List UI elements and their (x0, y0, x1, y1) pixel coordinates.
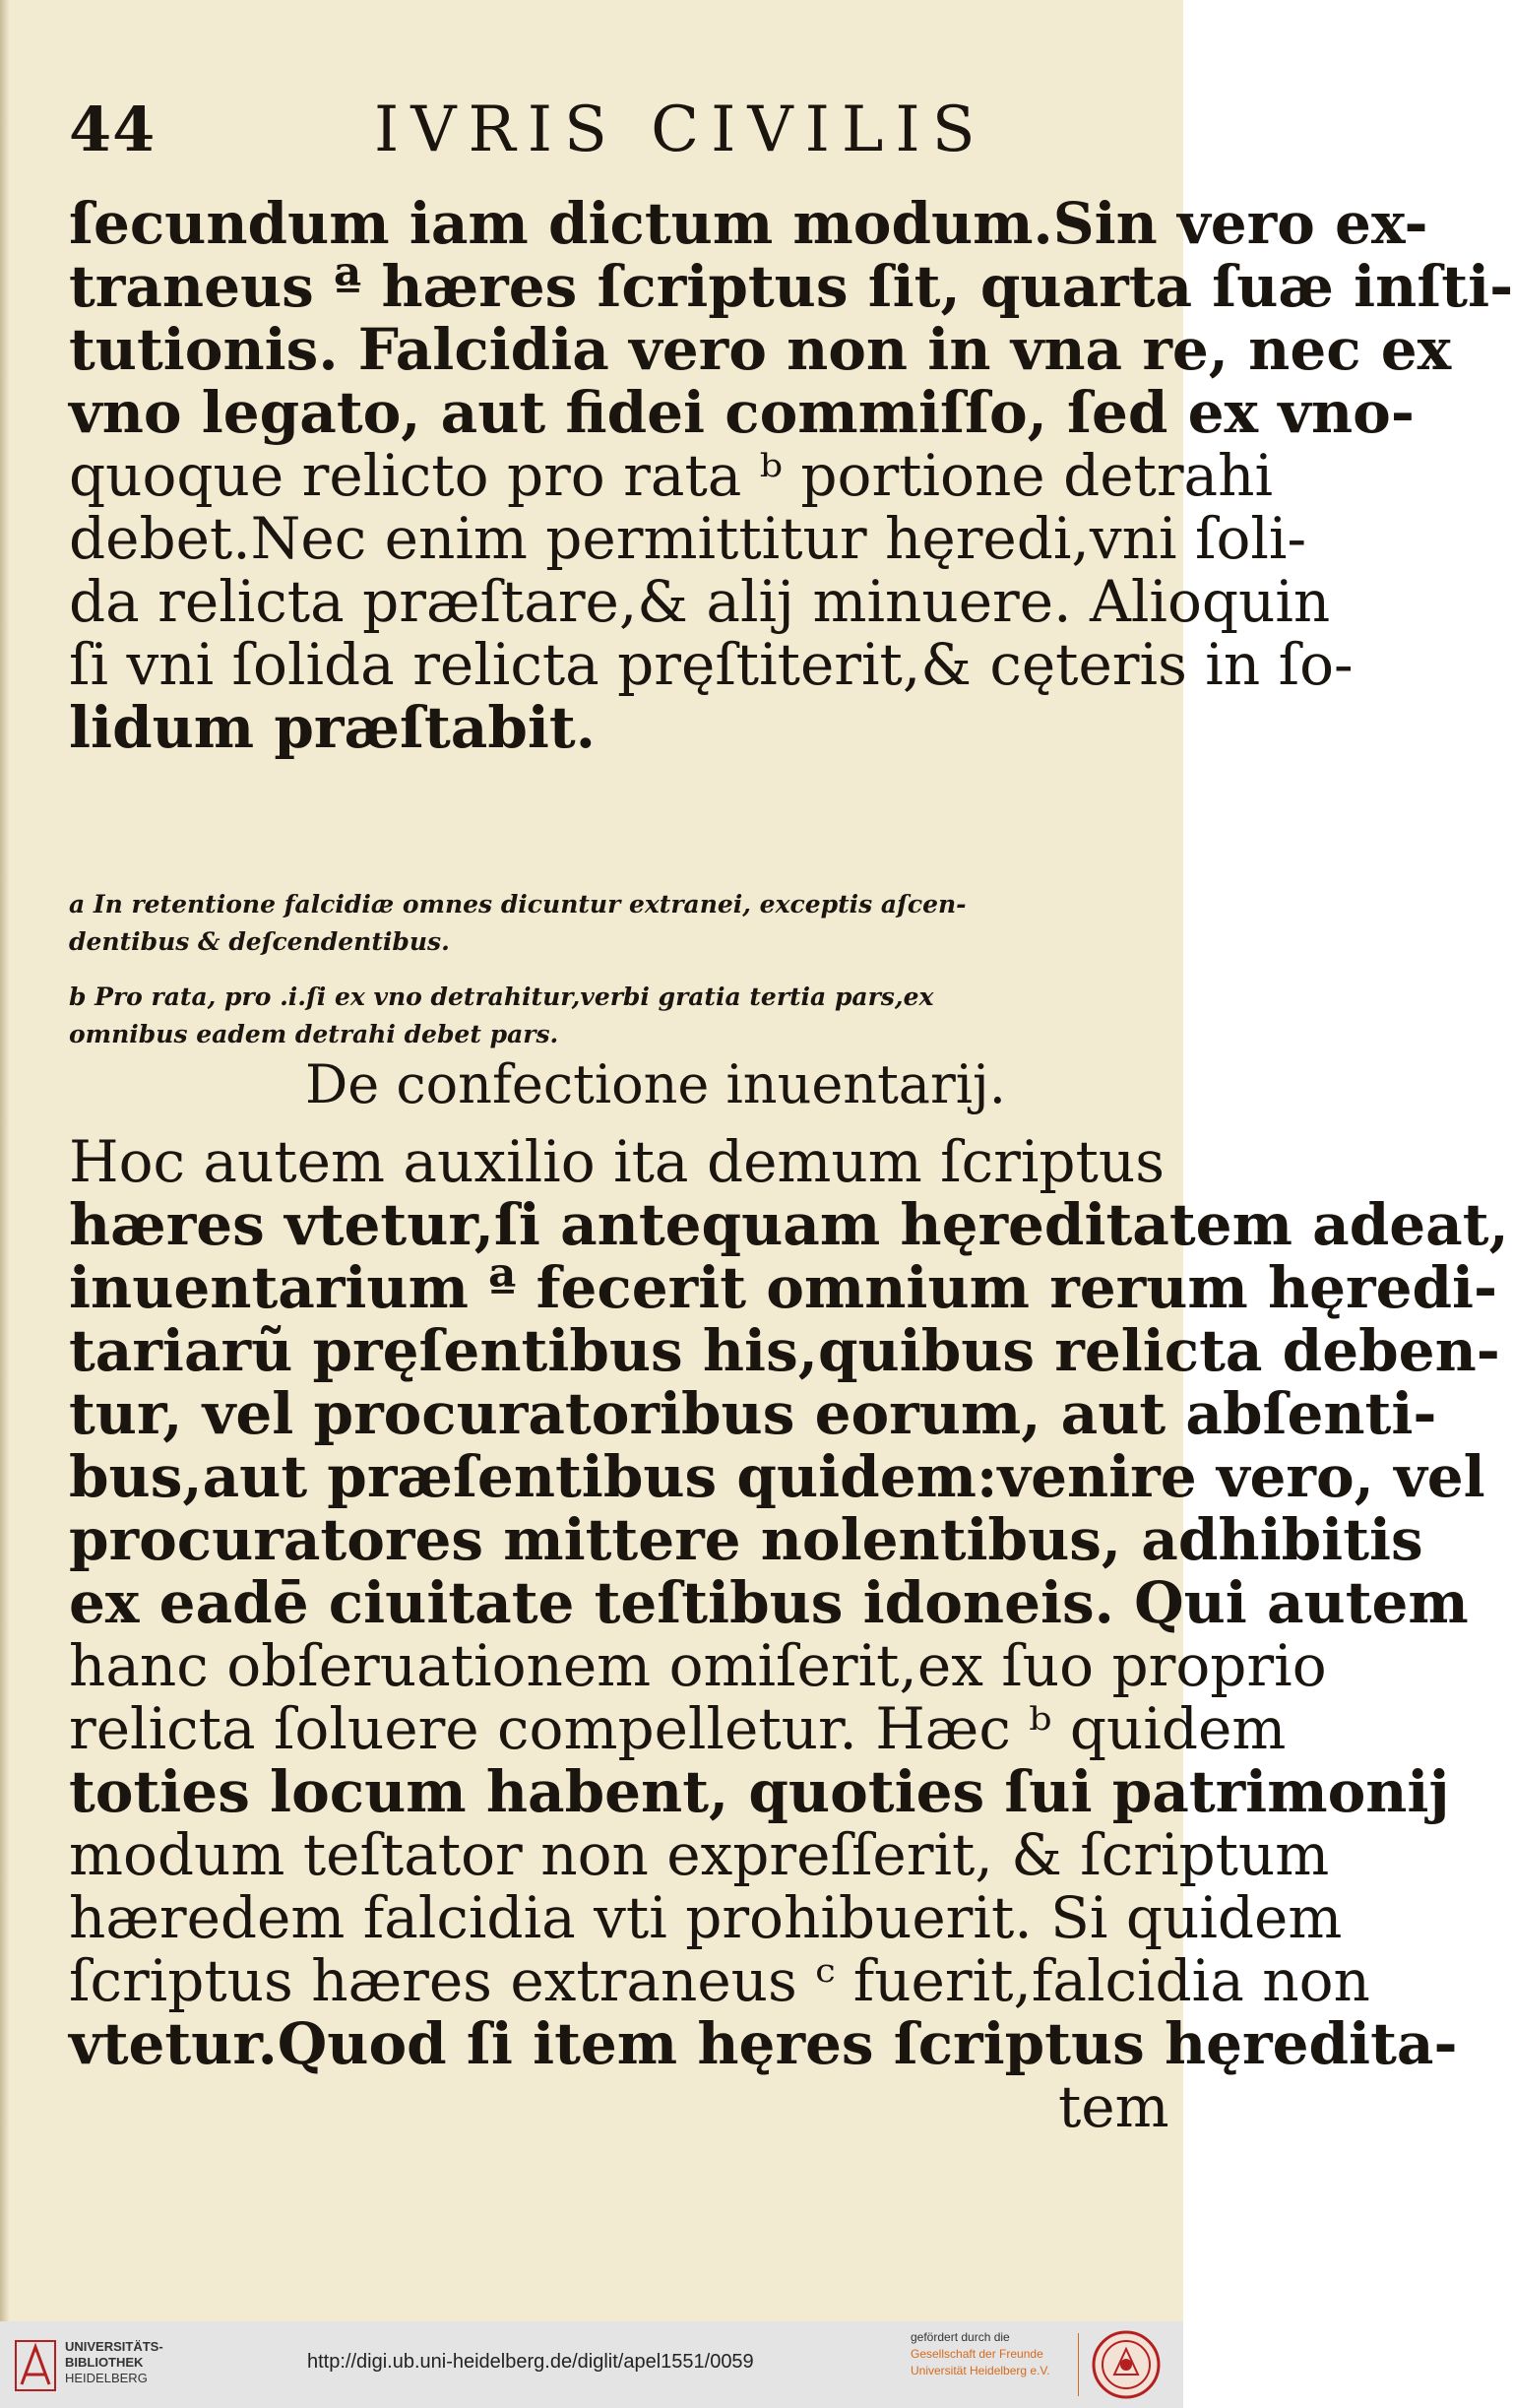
sponsor-org-line-2: Universität Heidelberg e.V. (911, 2364, 1050, 2377)
footer-divider (1078, 2333, 1079, 2396)
section-line: inuentarium ª fecerit omnium rerum hęredi- (69, 1254, 1498, 1321)
page-header (69, 94, 1142, 182)
section-line: ex eadē ciuitate teſtibus idoneis. Qui autem (69, 1569, 1469, 1636)
section-line: hanc obſeruationem omiſerit,ex ſuo proprio (69, 1632, 1327, 1699)
footnote-line: b Pro rata, pro .i.ſi ex vno detrahitur,verbi gratia tertia pars,ex (69, 982, 934, 1011)
section-line: hæres vtetur,ſi antequam hęreditatem adeat, (69, 1191, 1509, 1258)
library-name (65, 2339, 163, 2386)
footnote-line: omnibus eadem detrahi debet pars. (69, 1020, 559, 1048)
section-line: hæredem falcidia vti prohibuerit. Si quidem (69, 1884, 1343, 1951)
body-line: tutionis. Falcidia vero non in vna re, nec ex (69, 316, 1452, 383)
body-line: traneus ª hæres ſcriptus ſit, quarta ſuæ inſti- (69, 253, 1513, 320)
footer-bar (0, 2321, 1183, 2408)
section-line: toties locum habent, quoties ſui patrimonij (69, 1758, 1450, 1825)
body-line: vno legato, aut fidei commiſſo, ſed ex vno- (69, 379, 1415, 446)
catchword: tem (1058, 2073, 1169, 2140)
body-line: lidum præſtabit. (69, 694, 596, 761)
section-line: tariarũ pręſentibus his,quibus relicta deben- (69, 1317, 1500, 1384)
section-line: relicta ſoluere compelletur. Hæc ᵇ quidem (69, 1695, 1287, 1762)
body-line: ſi vni ſolida relicta pręſtiterit,& cęteris in ſo- (69, 631, 1354, 698)
university-library-logo-icon (14, 2337, 57, 2394)
library-name-line-2: BIBLIOTHEK (65, 2355, 144, 2370)
sponsor-org: Gesellschaft der Freunde (911, 2347, 1043, 2361)
section-line: bus,aut præſentibus quidem:venire vero, vel (69, 1443, 1485, 1510)
permalink-url[interactable]: http://digi.ub.uni-heidelberg.de/diglit/apel1551/0059 (307, 2351, 754, 2373)
page-edge (0, 0, 10, 2321)
sponsor-info (911, 2329, 1088, 2379)
body-line: debet.Nec enim permittitur hęredi,vni ſoli- (69, 505, 1307, 572)
footnote-line: dentibus & deſcendentibus. (69, 927, 450, 956)
running-title: IVRIS CIVILIS (374, 94, 987, 166)
section-line: ſcriptus hæres extraneus ᶜ fuerit,falcidia non (69, 1947, 1370, 2014)
section-line: tur, vel procuratoribus eorum, aut abſenti- (69, 1380, 1437, 1447)
university-seal-icon (1091, 2329, 1162, 2400)
footnote-line: a In retentione falcidiæ omnes dicuntur extranei, exceptis aſcen- (69, 890, 967, 919)
library-name-line-1: UNIVERSITÄTS- (65, 2339, 163, 2354)
body-line: ſecundum iam dictum modum.Sin vero ex- (69, 190, 1428, 257)
section-line: procuratores mittere nolentibus, adhibitis (69, 1506, 1423, 1573)
body-line: da relicta præſtare,& alij minuere. Alioquin (69, 568, 1331, 635)
body-line: quoque relicto pro rata ᵇ portione detrahi (69, 442, 1274, 509)
section-heading: De confectione inuentarij. (305, 1053, 1006, 1115)
page-number: 44 (69, 94, 157, 165)
library-city: HEIDELBERG (65, 2371, 148, 2385)
section-line: Hoc autem auxilio ita demum ſcriptus (69, 1128, 1165, 1195)
sponsor-label: gefördert durch die (911, 2330, 1010, 2344)
section-line: vtetur.Quod ſi item hęres ſcriptus hęredita- (69, 2010, 1458, 2077)
section-line: modum teſtator non expreſſerit, & ſcriptum (69, 1821, 1330, 1888)
